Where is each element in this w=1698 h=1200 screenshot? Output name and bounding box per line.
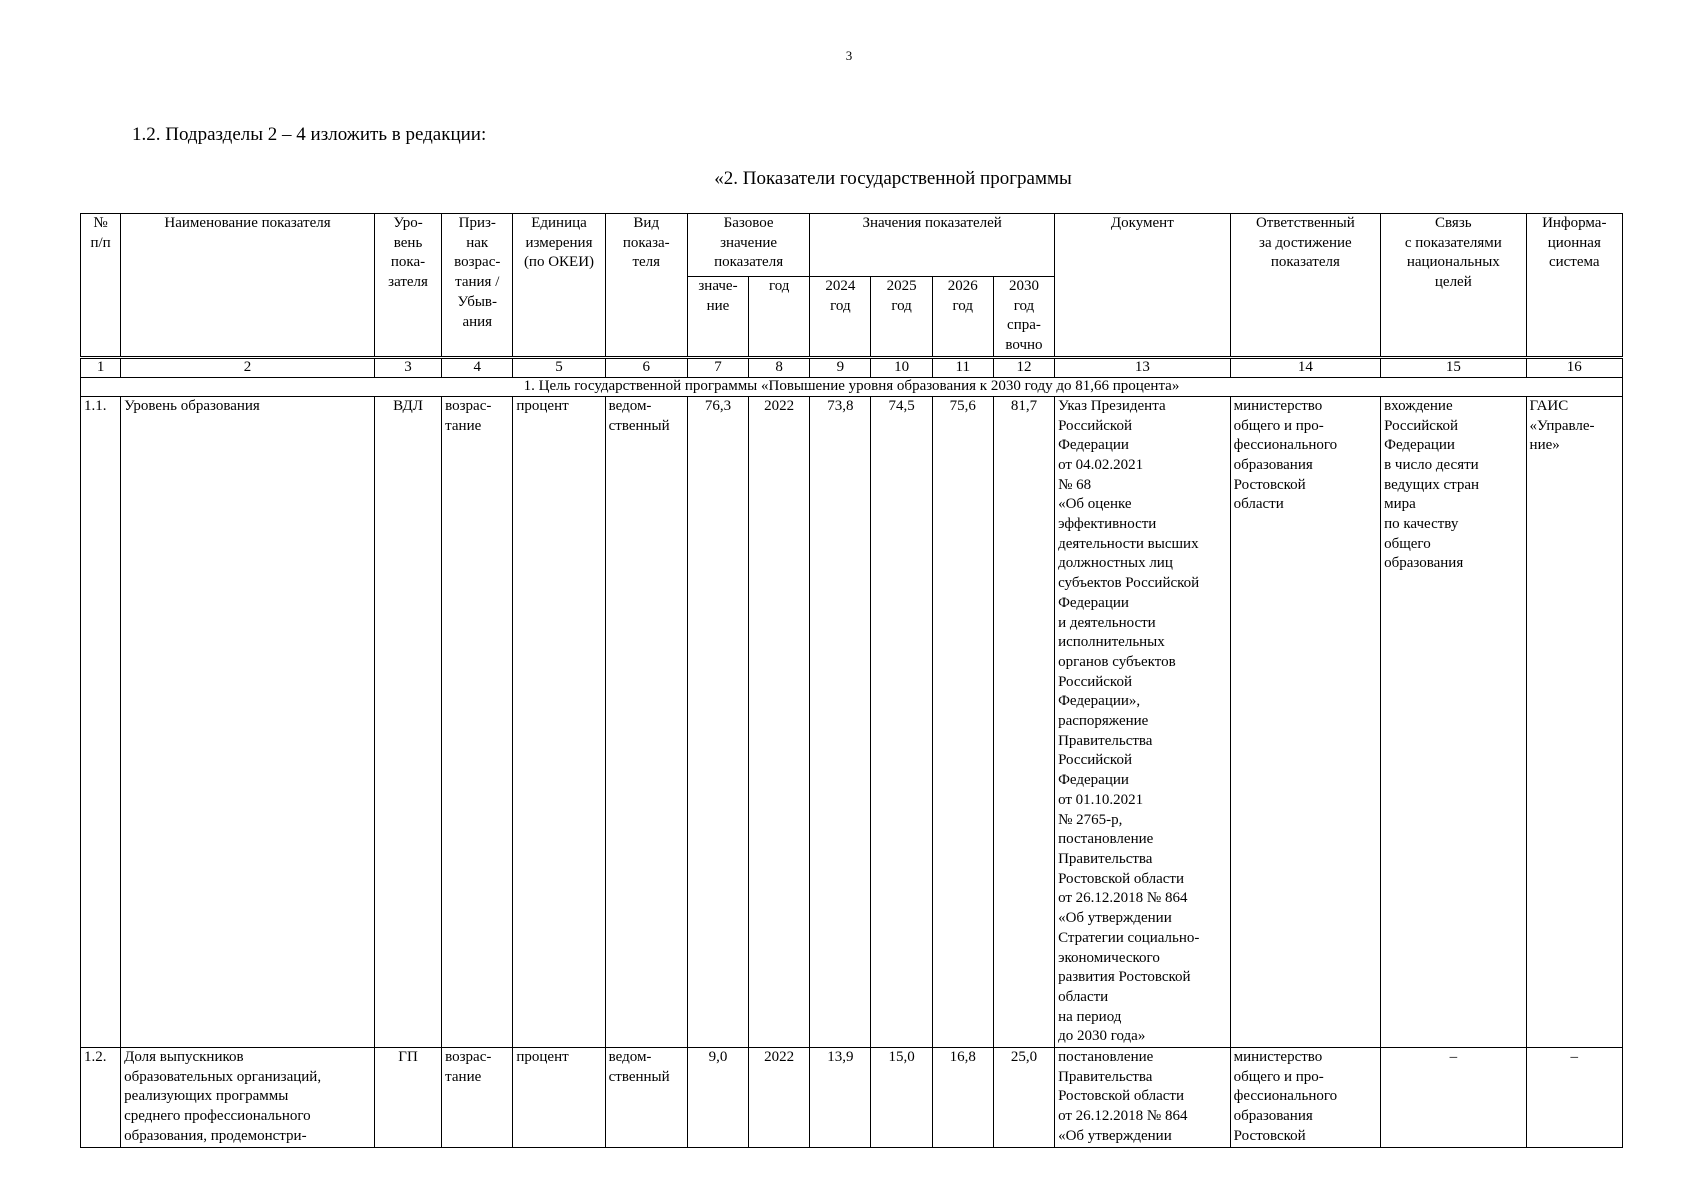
row-num: 1.2. [81, 1048, 121, 1148]
row-name: Уровень образования [121, 396, 375, 1047]
column-number: 6 [605, 357, 687, 377]
row-level: ГП [374, 1048, 441, 1148]
section-title: «2. Показатели государственной программы [714, 168, 1072, 189]
row-trend: возрас- тание [442, 396, 513, 1047]
row-base-value: 76,3 [687, 396, 748, 1047]
row-base-value: 9,0 [687, 1048, 748, 1148]
header-name: Наименование показателя [121, 214, 375, 358]
row-value-2025: 74,5 [871, 396, 932, 1047]
row-value-2030: 25,0 [993, 1048, 1054, 1148]
row-info-system: ГАИС «Управле- ние» [1526, 396, 1622, 1047]
header-2024: 2024 год [810, 277, 871, 358]
column-number: 14 [1230, 357, 1380, 377]
row-value-2025: 15,0 [871, 1048, 932, 1148]
header-unit: Единица измерения (по ОКЕИ) [513, 214, 605, 358]
column-number: 16 [1526, 357, 1622, 377]
row-link: вхождение Российской Федерации в число десяти ведущих стран мира по качеству общего образования [1381, 396, 1526, 1047]
row-document: постановление Правительства Ростовской области от 26.12.2018 № 864 «Об утверждении [1055, 1048, 1231, 1148]
row-link: – [1381, 1048, 1526, 1148]
column-number: 2 [121, 357, 375, 377]
row-info-system: – [1526, 1048, 1622, 1148]
column-number: 15 [1381, 357, 1526, 377]
intro-text: 1.2. Подразделы 2 – 4 изложить в редакции: [132, 124, 487, 145]
column-number: 4 [442, 357, 513, 377]
column-number: 12 [993, 357, 1054, 377]
row-document: Указ Президента Российской Федерации от 04.02.2021 № 68 «Об оценке эффективности деятельности высших должностных лиц субъектов Российской Федерации и деятельности исполнительных органов субъектов Российской Федерации», распоряжение Правительства Российской Федерации от 01.10.2021 № 2765-р, постановление Правительства Ростовской области от 26.12.2018 № 864 «Об утверждении Стратегии социально- экономического развития Ростовской области на период до 2030 года» [1055, 396, 1231, 1047]
row-value-2024: 13,9 [810, 1048, 871, 1148]
row-value-2030: 81,7 [993, 396, 1054, 1047]
header-2030: 2030 год спра- вочно [993, 277, 1054, 358]
column-number: 11 [932, 357, 993, 377]
header-base-year: год [749, 277, 810, 358]
row-base-year: 2022 [749, 1048, 810, 1148]
header-level: Уро- вень пока- зателя [374, 214, 441, 358]
row-trend: возрас- тание [442, 1048, 513, 1148]
header-num: № п/п [81, 214, 121, 358]
row-num: 1.1. [81, 396, 121, 1047]
header-trend: Приз- нак возрас- тания / Убыв- ания [442, 214, 513, 358]
page-number: 3 [845, 48, 853, 63]
row-unit: процент [513, 1048, 605, 1148]
header-link: Связь с показателями национальных целей [1381, 214, 1526, 358]
column-number: 5 [513, 357, 605, 377]
header-row-top [81, 214, 1623, 277]
column-number: 8 [749, 357, 810, 377]
goal-text: 1. Цель государственной программы «Повышение уровня образования к 2030 году до 81,66 процента» [81, 377, 1623, 396]
row-type: ведом- ственный [605, 396, 687, 1047]
header-base-value: значе- ние [687, 277, 748, 358]
column-number: 7 [687, 357, 748, 377]
row-type: ведом- ственный [605, 1048, 687, 1148]
header-values: Значения показателей [810, 214, 1055, 277]
header-type: Вид показа- теля [605, 214, 687, 358]
row-level: ВДЛ [374, 396, 441, 1047]
column-number: 10 [871, 357, 932, 377]
row-base-year: 2022 [749, 396, 810, 1047]
header-base: Базовое значение показателя [687, 214, 809, 277]
header-2025: 2025 год [871, 277, 932, 358]
goal-row [81, 377, 1623, 396]
table-row [81, 396, 1623, 1047]
column-number: 13 [1055, 357, 1231, 377]
column-number-row [81, 357, 1623, 377]
header-responsible: Ответственный за достижение показателя [1230, 214, 1380, 358]
header-2026: 2026 год [932, 277, 993, 358]
header-document: Документ [1055, 214, 1231, 358]
row-unit: процент [513, 396, 605, 1047]
header-info-system: Информа- ционная система [1526, 214, 1622, 358]
column-number: 1 [81, 357, 121, 377]
table-row [81, 1048, 1623, 1148]
indicators-table [80, 213, 1623, 1148]
row-responsible: министерство общего и про- фессионального образования Ростовской [1230, 1048, 1380, 1148]
column-number: 3 [374, 357, 441, 377]
row-value-2026: 75,6 [932, 396, 993, 1047]
row-responsible: министерство общего и про- фессионального образования Ростовской области [1230, 396, 1380, 1047]
row-value-2024: 73,8 [810, 396, 871, 1047]
row-name: Доля выпускников образовательных организаций, реализующих программы среднего профессионального образования, продемонстри- [121, 1048, 375, 1148]
column-number: 9 [810, 357, 871, 377]
row-value-2026: 16,8 [932, 1048, 993, 1148]
